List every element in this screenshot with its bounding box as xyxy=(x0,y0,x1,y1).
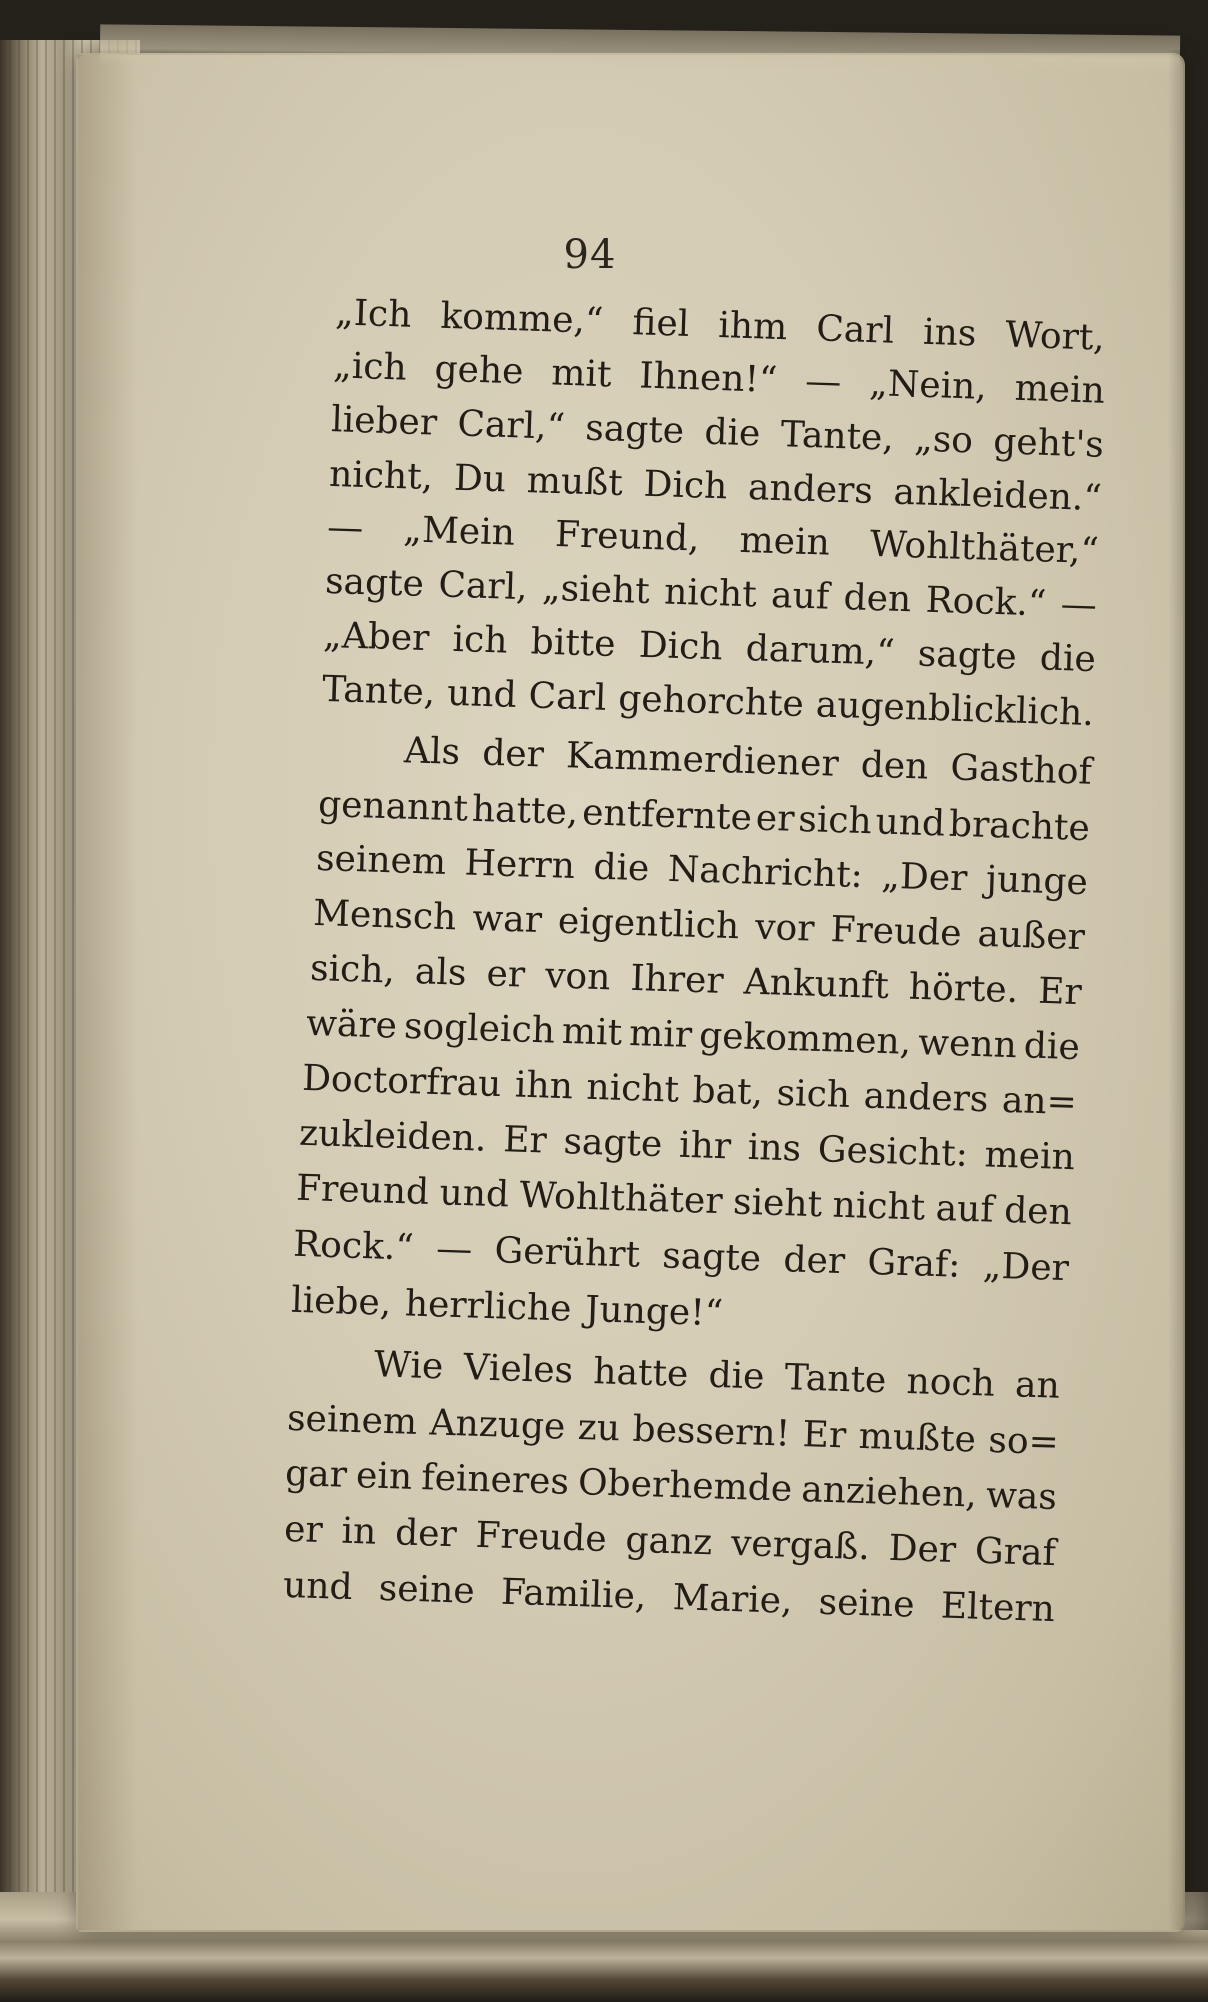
word: gehe xyxy=(433,348,525,393)
text-line xyxy=(306,1003,1081,1068)
word: Der xyxy=(888,1527,957,1571)
word: Du xyxy=(453,457,507,501)
word: fiel xyxy=(631,302,690,345)
text-line xyxy=(322,669,1095,734)
text-line xyxy=(291,1280,1068,1345)
word: ins xyxy=(922,311,977,355)
word: wenn xyxy=(917,1022,1018,1067)
word: Graf xyxy=(974,1530,1057,1575)
word: in xyxy=(340,1510,377,1553)
word: und xyxy=(282,1564,354,1609)
word: auf xyxy=(935,1187,995,1231)
word: „Aber xyxy=(322,614,431,660)
word: sagte xyxy=(661,1235,762,1280)
word: — xyxy=(435,1228,473,1271)
page-number: 94 xyxy=(563,232,617,278)
word: Doctorfrau xyxy=(301,1057,502,1106)
word: anders xyxy=(863,1075,989,1121)
word: Freude xyxy=(474,1514,608,1560)
word: hatte xyxy=(592,1351,689,1396)
word: er xyxy=(485,953,526,996)
word: noch xyxy=(905,1360,996,1405)
word: Er xyxy=(502,1119,548,1162)
word: Ankunft xyxy=(743,961,890,1008)
word: die xyxy=(592,846,650,890)
word: mußt xyxy=(526,460,624,505)
word: sieht xyxy=(732,1181,823,1226)
word: zukleiden. xyxy=(298,1112,488,1160)
text-line xyxy=(296,1168,1073,1233)
word: — xyxy=(804,360,842,404)
text-line xyxy=(325,561,1098,626)
word: sogleich xyxy=(403,1005,556,1052)
word: bat, xyxy=(692,1070,764,1114)
word: Ihnen!“ xyxy=(638,355,778,401)
word: geht's xyxy=(992,421,1105,466)
word: — xyxy=(1060,584,1098,627)
word: ihn xyxy=(514,1064,574,1108)
word: brachte xyxy=(948,803,1091,850)
word: Rock.“ xyxy=(292,1223,415,1269)
word: an xyxy=(1014,1364,1061,1407)
word: bitte xyxy=(530,621,617,666)
word: mein xyxy=(739,519,831,564)
word: nicht xyxy=(585,1066,680,1111)
word: Freund, xyxy=(554,514,701,560)
word: hatte, xyxy=(471,788,579,834)
text-line xyxy=(327,507,1100,572)
word: er xyxy=(283,1508,324,1552)
word: Freude xyxy=(829,909,963,955)
word: hörte. xyxy=(908,966,1019,1012)
word: Wort, xyxy=(1004,314,1106,359)
text-line xyxy=(299,1113,1076,1178)
word: Graf: xyxy=(866,1241,962,1286)
word: Carl, xyxy=(437,564,529,609)
text-line xyxy=(323,615,1097,680)
word: die xyxy=(703,411,762,455)
word: ins xyxy=(747,1126,802,1170)
word: vor xyxy=(754,906,816,950)
text-line xyxy=(302,1058,1078,1123)
word: seinem xyxy=(286,1397,418,1443)
text-line xyxy=(318,784,1091,849)
word: „Ich xyxy=(334,292,413,336)
word: „Mein xyxy=(402,509,516,554)
word: was xyxy=(985,1474,1058,1519)
text-line xyxy=(331,399,1105,466)
word: entfernte xyxy=(581,792,753,839)
word: ihr xyxy=(678,1124,732,1168)
word: herrliche xyxy=(404,1283,573,1330)
word: Eltern xyxy=(940,1585,1056,1631)
text-line xyxy=(329,454,1103,519)
word: feineres xyxy=(420,1457,570,1503)
word: anziehen, xyxy=(800,1469,978,1516)
text-line xyxy=(285,1453,1058,1518)
word: er xyxy=(755,797,796,840)
word: den xyxy=(1003,1190,1073,1234)
text-line xyxy=(313,893,1086,958)
word: Tante, xyxy=(780,414,895,459)
word: Carl xyxy=(528,675,608,719)
word: Mensch xyxy=(312,892,457,939)
word: Er xyxy=(802,1414,847,1457)
word: von xyxy=(544,955,612,999)
word: Er xyxy=(1037,970,1083,1014)
word: der xyxy=(394,1512,458,1556)
word: außer xyxy=(976,913,1086,959)
word: Oberhemde xyxy=(577,1462,793,1510)
word: „so xyxy=(913,418,974,462)
word: „Der xyxy=(982,1245,1070,1290)
text-line xyxy=(316,838,1089,903)
word: ankleiden.“ xyxy=(893,471,1103,520)
word: junge xyxy=(985,858,1089,904)
text-line xyxy=(333,345,1106,412)
word: mir xyxy=(628,1013,693,1056)
word: und xyxy=(438,1172,510,1216)
word: als xyxy=(414,951,468,994)
word: wäre xyxy=(305,1002,398,1047)
word: „Nein, xyxy=(868,362,988,408)
word: anders xyxy=(747,467,874,512)
word: Nachricht: xyxy=(667,848,864,897)
word: Herrn xyxy=(463,842,576,887)
word: „sieht xyxy=(541,567,651,613)
word: mein xyxy=(1014,367,1106,412)
word: war xyxy=(471,897,543,942)
word: Junge!“ xyxy=(584,1289,724,1335)
word: Kammerdiener xyxy=(565,735,840,785)
text-line xyxy=(287,1398,1060,1463)
word: Ihrer xyxy=(629,957,725,1002)
word: seine xyxy=(818,1581,916,1626)
word: nicht xyxy=(831,1184,926,1229)
word: Gasthof xyxy=(949,747,1093,793)
word: ihm xyxy=(717,304,788,349)
word: Vieles xyxy=(462,1347,574,1392)
text-line xyxy=(293,1224,1070,1289)
word: Marie, xyxy=(672,1577,794,1622)
word: Carl xyxy=(815,308,895,352)
word: darum,“ xyxy=(745,628,896,674)
word: ich xyxy=(451,618,509,662)
word: seine xyxy=(378,1567,476,1612)
word: mußte xyxy=(858,1415,977,1461)
word: Rock.“ xyxy=(925,579,1047,625)
word: genannt xyxy=(317,783,469,830)
word: mit xyxy=(561,1010,623,1054)
word: „Der xyxy=(880,855,969,900)
word: den xyxy=(860,744,929,788)
word: mit xyxy=(550,352,613,396)
word: seinem xyxy=(315,837,447,883)
word: vergaß. xyxy=(730,1522,871,1569)
text-line xyxy=(404,730,1093,793)
word: nicht xyxy=(663,571,758,616)
word: den xyxy=(843,577,912,621)
word: gehorchte xyxy=(617,678,805,726)
word: gekommen, xyxy=(698,1015,912,1063)
word: — xyxy=(326,506,364,549)
word: Wie xyxy=(373,1344,444,1388)
word: Dich xyxy=(638,624,724,669)
word: Anzuge xyxy=(429,1402,566,1448)
word: und xyxy=(875,801,946,845)
word: Wohlthäter xyxy=(518,1174,724,1223)
word: der xyxy=(782,1239,846,1283)
word: „ich xyxy=(332,345,408,389)
word: augenblicklich. xyxy=(815,684,1095,735)
word: und xyxy=(446,672,518,716)
word: sagte xyxy=(584,407,685,452)
word: gar xyxy=(284,1452,348,1496)
word: die xyxy=(1023,1025,1081,1069)
word: Als xyxy=(403,730,461,773)
word: liebe, xyxy=(290,1279,392,1324)
word: der xyxy=(481,732,545,776)
word: Freund xyxy=(295,1167,430,1213)
word: sich xyxy=(776,1072,851,1117)
text-line xyxy=(283,1565,1056,1630)
word: Tante xyxy=(784,1357,887,1402)
word: sich xyxy=(797,798,873,843)
word: ganz xyxy=(624,1519,713,1564)
word: Gerührt xyxy=(493,1230,641,1276)
word: bessern! xyxy=(632,1408,791,1455)
text-line xyxy=(374,1344,1061,1407)
word: Wohlthäter,“ xyxy=(869,523,1100,573)
word: sagte xyxy=(917,633,1018,678)
word: sagte xyxy=(324,560,425,605)
word: ein xyxy=(355,1455,413,1498)
word: sich, xyxy=(309,947,396,992)
word: Familie, xyxy=(500,1571,647,1618)
word: Carl,“ xyxy=(456,403,566,448)
word: nicht, xyxy=(328,453,434,499)
word: die xyxy=(1039,637,1097,681)
word: Gesicht: xyxy=(817,1129,969,1175)
word: mein xyxy=(984,1134,1076,1179)
word: lieber xyxy=(330,399,438,444)
word: auf xyxy=(770,574,830,618)
word: zu xyxy=(577,1407,621,1450)
word: eigentlich xyxy=(557,900,740,948)
word: die xyxy=(707,1354,766,1398)
word: Dich xyxy=(642,463,728,508)
text-line xyxy=(284,1509,1057,1574)
word: Tante, xyxy=(321,668,436,714)
word: sagte xyxy=(562,1121,663,1166)
word: so= xyxy=(987,1419,1060,1464)
word: komme,“ xyxy=(439,295,605,343)
text-line xyxy=(310,948,1083,1013)
word: an= xyxy=(1001,1079,1078,1124)
